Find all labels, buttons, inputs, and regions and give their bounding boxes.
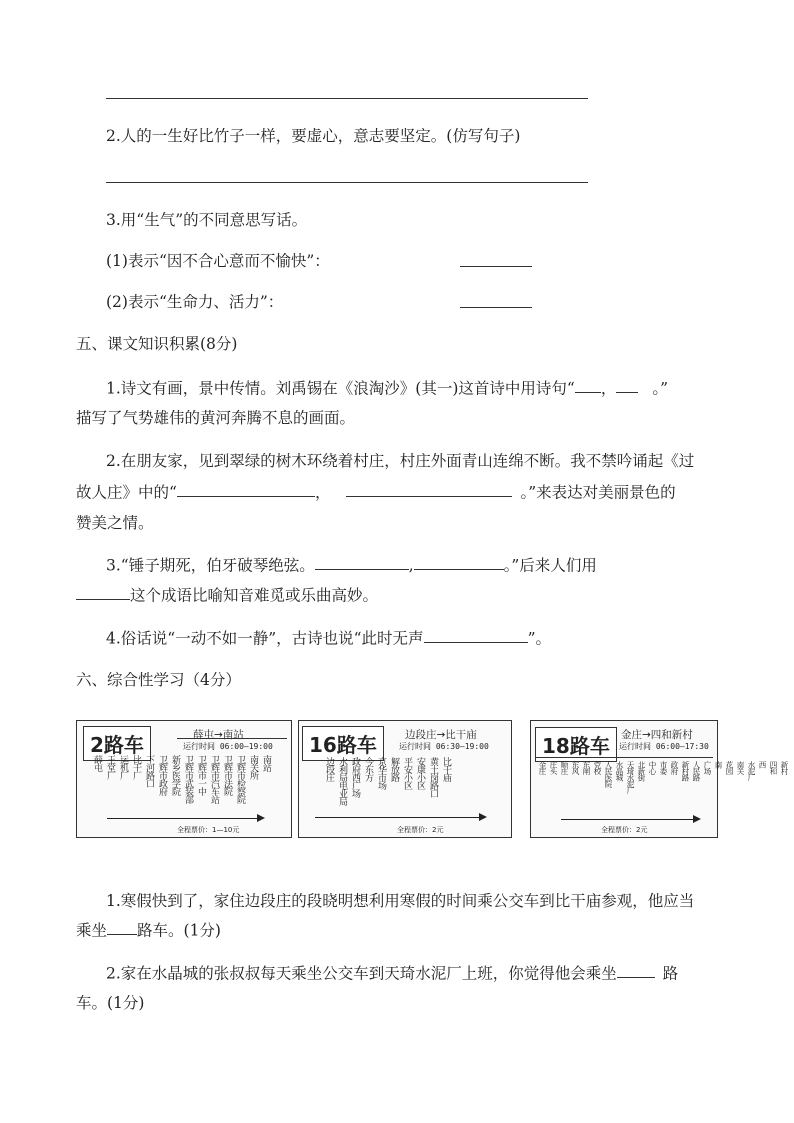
sec5-q4-line: 4.俗话说“一动不如一静”，古诗也说“此时无声 ”。 — [106, 626, 551, 648]
sec6-q1-blank[interactable] — [107, 918, 137, 935]
bus-sign-16-fare: 全程票价：2元 — [397, 826, 444, 834]
bus-stop: 王堂厂 — [105, 755, 115, 779]
section-5-heading: 五、课文知识积累(8分) — [76, 335, 238, 353]
q4-3-1-text: (1)表示“因不合心意而不愉快”： — [106, 252, 330, 270]
bus-sign-2-direction-arrow — [107, 818, 263, 819]
bus-sign-18-direction-arrow — [561, 819, 699, 820]
sec5-q3-line1: 3.“锤子期死，伯牙破琴绝弦。 , 。”后来人们用 — [106, 553, 597, 575]
bus-sign-2 — [76, 720, 292, 838]
sec5-q3-blank-b[interactable] — [414, 553, 504, 570]
bus-sign-18-time: 运行时间 06:00—17:30 — [619, 742, 709, 751]
bus-sign-18 — [530, 720, 789, 838]
bus-stop: 卫辉市政府 — [157, 755, 167, 795]
bus-sign-2-route: 薛屯→南站 — [193, 729, 244, 741]
sec6-q1-line2: 乘坐 路车。(1分) — [76, 918, 221, 940]
sec5-q3-line2: 这个成语比喻知音难觅或乐曲高妙。 — [76, 583, 378, 605]
q4-3-1-blank[interactable] — [460, 266, 532, 267]
answer-line-1 — [106, 98, 588, 99]
sec6-q2-line2: 车。(1分) — [76, 994, 145, 1012]
bus-stop: 比干庙 — [441, 757, 451, 781]
bus-stop: 平安小区 — [402, 757, 412, 789]
bus-stop: 水泥厂 — [747, 761, 756, 781]
bus-stop: 北新街 — [637, 761, 646, 781]
bus-stop: 花园 — [725, 761, 734, 774]
bus-stop: 东闸 — [582, 761, 591, 774]
bus-stop: 中心 — [648, 761, 657, 774]
bus-sign-16-title: 16路车 — [302, 726, 384, 761]
bus-sign-2-stops — [91, 755, 271, 803]
bus-sign-18-fare: 全程票价：2元 — [601, 826, 648, 834]
bus-stop: 广场 — [703, 761, 712, 774]
sec5-q2-line1: 2.在朋友家，见到翠绿的树木环绕着村庄，村庄外面青山连绵不断。我不禁吟诵起《过 — [106, 452, 695, 470]
bus-stop: 水晶城 — [615, 761, 624, 781]
bus-stop: 比干厂 — [131, 755, 141, 779]
sec5-q2-line3: 赞美之情。 — [76, 514, 154, 532]
bus-stop: 新村路 — [681, 761, 690, 781]
sec5-q2-line2: 故人庄》中的“ ， 。”来表达对美丽景色的 — [76, 480, 676, 502]
bus-stop: 解放路 — [389, 757, 399, 781]
bus-stop: 人民医院 — [604, 761, 613, 787]
bus-stop: 卫辉市检察院 — [235, 755, 245, 803]
bus-stop: 卫辉市武装部 — [183, 755, 193, 803]
bus-stop: 黄土岗路口 — [428, 757, 438, 797]
bus-sign-2-fare: 全程票价：1—10元 — [177, 826, 240, 834]
bus-stop: 东风 — [571, 761, 580, 774]
bus-stop: 南关所 — [248, 755, 258, 779]
bus-sign-16 — [298, 720, 512, 838]
bus-stop: 庄头 — [549, 761, 558, 774]
sec5-q1-blank-b[interactable] — [616, 376, 638, 393]
q4-3-text: 3.用“生气”的不同意思写话。 — [106, 211, 308, 229]
bus-stop: 南 — [714, 761, 723, 768]
bus-stop: 新村 — [780, 761, 789, 774]
sec5-q2-blank-a[interactable] — [177, 480, 315, 497]
bus-sign-18-title: 18路车 — [535, 727, 617, 762]
bus-stop: 政府 — [670, 761, 679, 774]
bus-sign-16-route: 边段庄→比干庙 — [405, 729, 477, 741]
bus-stop: 党校 — [593, 761, 602, 774]
bus-sign-18-stops — [537, 761, 790, 794]
q4-3-2-text: (2)表示“生命力、活力”： — [106, 293, 284, 311]
bus-stop: 政府西广场 — [350, 757, 360, 797]
bus-stop: 人民路 — [692, 761, 701, 781]
bus-sign-16-stops — [323, 757, 451, 805]
q4-2-text: 2.人的一生好比竹子一样，要虚心，意志要坚定。(仿写句子) — [106, 127, 521, 145]
sec5-q1-blank-a[interactable] — [575, 376, 601, 393]
bus-stop: 薛屯 — [92, 755, 102, 771]
bus-stop: 运机厂 — [118, 755, 128, 779]
sec5-q4-blank[interactable] — [424, 626, 528, 643]
bus-stop: 金庄 — [538, 761, 547, 774]
bus-sign-2-title: 2路车 — [83, 726, 151, 761]
bus-stop: 京华市场 — [376, 757, 386, 789]
bus-stop: 顺庄 — [560, 761, 569, 774]
sec6-q2-line1: 2.家在水晶城的张叔叔每天乘坐公交车到天琦水泥厂上班，你觉得他会乘坐 路 — [106, 961, 678, 983]
bus-stop: 四和 — [769, 761, 778, 774]
answer-line-2 — [106, 182, 588, 183]
bus-sign-18-route: 金庄→四和新村 — [621, 729, 693, 741]
bus-stop: 市委 — [659, 761, 668, 774]
sec5-q2-blank-b[interactable] — [346, 480, 512, 497]
bus-stop: 南站 — [261, 755, 271, 771]
bus-stop: 南关 — [736, 761, 745, 774]
sec5-q3-blank-c[interactable] — [76, 583, 130, 600]
bus-stop: 今东方 — [363, 757, 373, 781]
bus-stop: 下河路口 — [144, 755, 154, 787]
bus-sign-16-time: 运行时间 06:30—19:00 — [399, 742, 489, 751]
bus-stop: 边段庄 — [324, 757, 334, 781]
bus-stop: 卫辉市一中 — [196, 755, 206, 795]
bus-stop: 天琦水泥厂 — [626, 761, 635, 794]
bus-stop: 新乡医学院 — [170, 755, 180, 795]
bus-sign-2-time: 运行时间 06:00—19:00 — [183, 742, 273, 751]
sec5-q1-line2: 描写了气势雄伟的黄河奔腾不息的画面。 — [76, 409, 356, 427]
sec6-q1-line1: 1.寒假快到了，家住边段庄的段晓明想利用寒假的时间乘公交车到比干庙参观，他应当 — [106, 892, 695, 910]
bus-stop: 卫辉市汽车站 — [209, 755, 219, 803]
bus-stop: 安康小区 — [415, 757, 425, 789]
sec6-q2-blank[interactable] — [617, 961, 655, 978]
q4-3-2-blank[interactable] — [460, 307, 532, 308]
sec5-q3-blank-a[interactable] — [315, 553, 409, 570]
bus-stop: 卫辉市法院 — [222, 755, 232, 795]
section-6-heading: 六、综合性学习（4分） — [76, 671, 241, 689]
sec5-q1-line1: 1.诗文有画，景中传情。刘禹锡在《浪淘沙》(其一)这首诗中用诗句“ ， 。” — [106, 376, 668, 398]
bus-stop: 水利局电业局 — [337, 757, 347, 805]
bus-stop: 西 — [758, 761, 767, 768]
bus-sign-16-direction-arrow — [315, 817, 485, 818]
